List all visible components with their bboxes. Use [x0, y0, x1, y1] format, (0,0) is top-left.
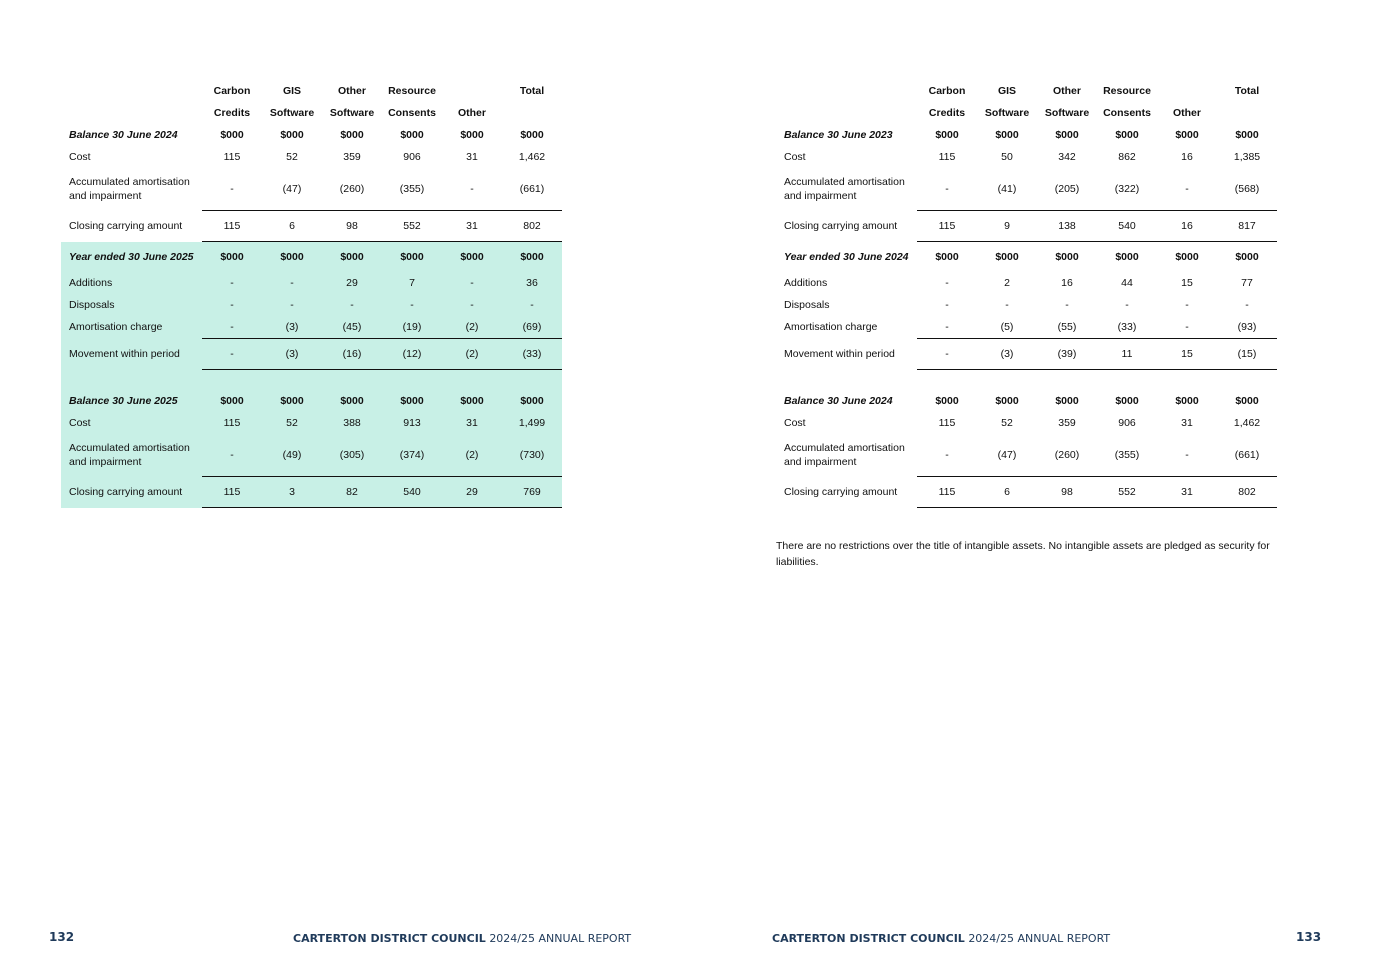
cell-value: 52 [262, 412, 322, 434]
cell-value: $000 [1235, 129, 1259, 141]
table-row [776, 390, 1277, 412]
footer-org-name: CARTERTON DISTRICT COUNCIL [293, 932, 486, 945]
row-label: Additions [784, 277, 828, 289]
column-header: Software [329, 107, 375, 119]
page-footer [772, 932, 1110, 945]
table-row [776, 168, 1277, 211]
left-page [0, 0, 686, 955]
row-label: Accumulated amortisation and impairment [784, 442, 905, 469]
cell-value: $000 [202, 242, 262, 273]
cell-value: 115 [202, 412, 262, 434]
cell-value: (2) [442, 434, 502, 477]
cell-value: - [202, 272, 262, 294]
cell-value: 29 [442, 477, 502, 508]
cell-value: 9 [977, 211, 1037, 242]
column-header [502, 102, 562, 124]
row-label: Cost [784, 417, 806, 429]
cell-value: - [262, 294, 322, 316]
cell-value: 31 [1157, 477, 1217, 508]
row-label: Accumulated amortisation and impairment [784, 176, 905, 203]
column-header: Resource [388, 85, 436, 97]
cell-value: 31 [442, 412, 502, 434]
cell-value: 16 [1181, 151, 1193, 163]
cell-value: (355) [1097, 434, 1157, 477]
cell-value: (568) [1217, 168, 1277, 211]
table-row [61, 434, 562, 477]
cell-value: - [1065, 299, 1069, 311]
cell-value: 115 [917, 477, 977, 508]
cell-value: (260) [1037, 434, 1097, 477]
column-header [1217, 102, 1277, 124]
cell-value: 1,462 [1233, 417, 1261, 429]
cell-value: 817 [1217, 211, 1277, 242]
cell-value: - [1157, 434, 1217, 477]
cell-value: 115 [202, 211, 262, 242]
cell-value: (3) [262, 339, 322, 370]
cell-value: 98 [1037, 477, 1097, 508]
cell-value: 1,385 [1233, 151, 1261, 163]
header-spacer [776, 102, 917, 124]
cell-value: $000 [1175, 395, 1199, 407]
cell-value: 913 [382, 412, 442, 434]
cell-value: 552 [382, 211, 442, 242]
cell-value: 52 [1001, 417, 1013, 429]
footer-report-name: 2024/25 ANNUAL REPORT [489, 932, 632, 945]
cell-value: - [502, 294, 562, 316]
cell-value: (2) [442, 316, 502, 339]
column-header: Software [269, 107, 315, 119]
cell-value: 6 [262, 211, 322, 242]
cell-value: $000 [1175, 129, 1199, 141]
cell-value: $000 [1235, 395, 1259, 407]
cell-value: 388 [322, 412, 382, 434]
cell-value: 115 [223, 151, 241, 163]
cell-value: (12) [382, 339, 442, 370]
cell-value: $000 [1055, 251, 1079, 263]
cell-value: $000 [1115, 395, 1139, 407]
table-row [61, 272, 562, 294]
cell-value: (69) [502, 316, 562, 339]
table-row [61, 294, 562, 316]
right-page [686, 0, 1373, 955]
row-label: Movement within period [61, 339, 202, 370]
header-spacer [61, 102, 202, 124]
page-footer [293, 932, 631, 945]
cell-value: - [1185, 299, 1189, 311]
row-label: Closing carrying amount [784, 220, 898, 232]
column-header: Carbon [213, 85, 251, 97]
row-label: Year ended 30 June 2024 [784, 250, 909, 263]
row-label: Amortisation charge [784, 321, 878, 334]
cell-value: - [1245, 299, 1249, 311]
cell-value: (5) [977, 316, 1037, 339]
row-label: Disposals [784, 299, 830, 311]
cell-value: - [202, 168, 262, 211]
table-row [61, 390, 562, 412]
row-label: Cost [69, 151, 91, 163]
column-header: Consents [388, 107, 436, 119]
cell-value: (205) [1037, 168, 1097, 211]
restrictions-note: There are no restrictions over the title of intangible assets. No intangible assets are pledged as security for liabilities. [776, 540, 1270, 568]
cell-value: $000 [502, 242, 562, 273]
cell-value: 29 [322, 272, 382, 294]
cell-value: - [202, 434, 262, 477]
table-row [61, 242, 562, 273]
cell-value: $000 [1235, 251, 1259, 263]
cell-value: - [382, 294, 442, 316]
cell-value: - [262, 272, 322, 294]
cell-value: 802 [502, 211, 562, 242]
cell-value: $000 [1055, 129, 1079, 141]
cell-value: $000 [322, 242, 382, 273]
cell-value: $000 [1115, 251, 1139, 263]
cell-value: - [917, 168, 977, 211]
cell-value: $000 [220, 129, 244, 141]
cell-value: $000 [935, 251, 959, 263]
cell-value: 31 [1181, 417, 1193, 429]
cell-value: 15 [1181, 277, 1193, 289]
cell-value: - [322, 294, 382, 316]
table-row [776, 242, 1277, 273]
header-spacer [61, 80, 202, 102]
cell-value: (49) [262, 434, 322, 477]
column-header: Credits [928, 107, 966, 119]
column-header: Total [1234, 85, 1260, 97]
cell-value: 7 [382, 272, 442, 294]
table-row [61, 339, 562, 370]
row-label: Accumulated amortisation and impairment [61, 434, 202, 477]
column-header-row-1 [61, 80, 562, 102]
cell-value: $000 [382, 242, 442, 273]
table-row [776, 434, 1277, 477]
cell-value: - [1157, 168, 1217, 211]
cell-value: $000 [502, 390, 562, 412]
cell-value: - [945, 277, 949, 289]
cell-value: - [1157, 316, 1217, 339]
cell-value: $000 [442, 242, 502, 273]
left-intangibles-table [61, 80, 562, 508]
cell-value: 50 [1001, 151, 1013, 163]
cell-value: - [442, 294, 502, 316]
table-row [776, 124, 1277, 146]
row-label: Balance 30 June 2024 [784, 395, 893, 407]
table-row [776, 339, 1277, 370]
column-header-row-2 [776, 102, 1277, 124]
cell-value: - [202, 294, 262, 316]
cell-value: 540 [1097, 211, 1157, 242]
cell-value: (39) [1037, 339, 1097, 370]
row-label: Closing carrying amount [784, 486, 898, 498]
column-header: Resource [1103, 85, 1151, 97]
column-header: Software [1044, 107, 1090, 119]
cell-value: 16 [1061, 277, 1073, 289]
cell-value: $000 [1055, 395, 1079, 407]
cell-value: 802 [1217, 477, 1277, 508]
cell-value: $000 [322, 390, 382, 412]
column-header: Other [457, 107, 486, 119]
cell-value: - [202, 339, 262, 370]
cell-value: 1,462 [518, 151, 546, 163]
cell-value: 115 [202, 477, 262, 508]
row-label: Additions [61, 272, 202, 294]
cell-value: 115 [938, 417, 956, 429]
column-header: Credits [213, 107, 251, 119]
row-label: Movement within period [784, 348, 895, 360]
cell-value: 115 [938, 151, 956, 163]
cell-value: (33) [1097, 316, 1157, 339]
cell-value: 98 [322, 211, 382, 242]
column-header: Total [519, 85, 545, 97]
cell-value: - [917, 434, 977, 477]
cell-value: 138 [1037, 211, 1097, 242]
cell-value: (47) [977, 434, 1037, 477]
cell-value: 359 [1058, 417, 1076, 429]
cell-value: (374) [382, 434, 442, 477]
cell-value: (3) [977, 339, 1037, 370]
cell-value: 906 [403, 151, 421, 163]
cell-value: (661) [502, 168, 562, 211]
cell-value: - [945, 299, 949, 311]
cell-value: $000 [460, 129, 484, 141]
cell-value: 2 [1004, 277, 1010, 289]
cell-value: 115 [917, 211, 977, 242]
cell-value: $000 [400, 129, 424, 141]
table-row [61, 316, 562, 339]
cell-value: $000 [1175, 251, 1199, 263]
cell-value: $000 [382, 390, 442, 412]
cell-value: $000 [340, 129, 364, 141]
cell-value: 77 [1241, 277, 1253, 289]
row-label: Closing carrying amount [61, 477, 202, 508]
row-label: Cost [784, 151, 806, 163]
cell-value: $000 [935, 129, 959, 141]
cell-value: 769 [502, 477, 562, 508]
cell-value: 36 [502, 272, 562, 294]
cell-value: 15 [1157, 339, 1217, 370]
cell-value: (3) [262, 316, 322, 339]
cell-value: (33) [502, 339, 562, 370]
cell-value: - [442, 272, 502, 294]
table-row [776, 316, 1277, 339]
cell-value: $000 [280, 129, 304, 141]
cell-value: - [1125, 299, 1129, 311]
cell-value: (41) [977, 168, 1037, 211]
cell-value: - [442, 168, 502, 211]
cell-value: 31 [442, 211, 502, 242]
column-header-row-2 [61, 102, 562, 124]
table-row [61, 477, 562, 508]
table-row [776, 211, 1277, 242]
cell-value: 906 [1118, 417, 1136, 429]
cell-value: $000 [520, 129, 544, 141]
cell-value: 1,499 [502, 412, 562, 434]
cell-value: (661) [1217, 434, 1277, 477]
header-spacer [776, 80, 917, 102]
column-header: GIS [282, 85, 302, 97]
cell-value: $000 [935, 395, 959, 407]
cell-value: - [917, 316, 977, 339]
cell-value: $000 [1115, 129, 1139, 141]
table-row [61, 211, 562, 242]
page-number: 132 [49, 930, 75, 944]
cell-value: 552 [1097, 477, 1157, 508]
row-label: Balance 30 June 2025 [61, 390, 202, 412]
table-row [61, 124, 562, 146]
table-row [776, 146, 1277, 168]
cell-value: (730) [502, 434, 562, 477]
cell-value: 52 [286, 151, 298, 163]
cell-value: (305) [322, 434, 382, 477]
table-row [776, 412, 1277, 434]
cell-value: 44 [1121, 277, 1133, 289]
table-row [61, 146, 562, 168]
cell-value: 540 [382, 477, 442, 508]
spacer-row [776, 370, 1277, 391]
cell-value: 11 [1097, 339, 1157, 370]
spacer-row [61, 370, 562, 391]
cell-value: 31 [466, 151, 478, 163]
cell-value: (2) [442, 339, 502, 370]
cell-value: 862 [1118, 151, 1136, 163]
cell-value: 82 [322, 477, 382, 508]
column-header: Consents [1103, 107, 1151, 119]
right-intangibles-table [776, 80, 1277, 508]
cell-value: $000 [995, 251, 1019, 263]
row-label: Amortisation charge [61, 316, 202, 339]
footer-report-name: 2024/25 ANNUAL REPORT [968, 932, 1111, 945]
cell-value: (355) [382, 168, 442, 211]
column-header: Other [337, 85, 366, 97]
table-row [776, 272, 1277, 294]
cell-value: (322) [1097, 168, 1157, 211]
table-row [61, 168, 562, 211]
row-label: Cost [61, 412, 202, 434]
row-label: Closing carrying amount [69, 220, 183, 232]
column-header [1157, 80, 1217, 102]
column-header [442, 80, 502, 102]
row-label: Balance 30 June 2024 [69, 129, 178, 141]
cell-value: (93) [1217, 316, 1277, 339]
cell-value: - [1005, 299, 1009, 311]
cell-value: 3 [262, 477, 322, 508]
row-label: Disposals [61, 294, 202, 316]
cell-value: $000 [202, 390, 262, 412]
cell-value: 342 [1058, 151, 1076, 163]
cell-value: (19) [382, 316, 442, 339]
cell-value: 359 [343, 151, 361, 163]
cell-value: 16 [1157, 211, 1217, 242]
cell-value: (47) [262, 168, 322, 211]
column-header: Software [984, 107, 1030, 119]
column-header: Other [1172, 107, 1201, 119]
cell-value: $000 [995, 129, 1019, 141]
cell-value: (260) [322, 168, 382, 211]
footer-org-name: CARTERTON DISTRICT COUNCIL [772, 932, 965, 945]
cell-value: $000 [995, 395, 1019, 407]
cell-value: - [202, 316, 262, 339]
cell-value: (15) [1217, 339, 1277, 370]
row-label: Balance 30 June 2023 [784, 129, 893, 141]
cell-value: $000 [262, 390, 322, 412]
cell-value: (55) [1037, 316, 1097, 339]
cell-value: $000 [262, 242, 322, 273]
page-number: 133 [1296, 930, 1322, 944]
cell-value: (45) [322, 316, 382, 339]
table-row [61, 412, 562, 434]
column-header: GIS [997, 85, 1017, 97]
column-header-row-1 [776, 80, 1277, 102]
table-row [776, 477, 1277, 508]
cell-value: (16) [322, 339, 382, 370]
cell-value: 6 [977, 477, 1037, 508]
column-header: Carbon [928, 85, 966, 97]
cell-value: $000 [442, 390, 502, 412]
row-label: Accumulated amortisation and impairment [69, 176, 190, 203]
row-label: Year ended 30 June 2025 [61, 242, 202, 273]
column-header: Other [1052, 85, 1081, 97]
table-row [776, 294, 1277, 316]
cell-value: - [917, 339, 977, 370]
